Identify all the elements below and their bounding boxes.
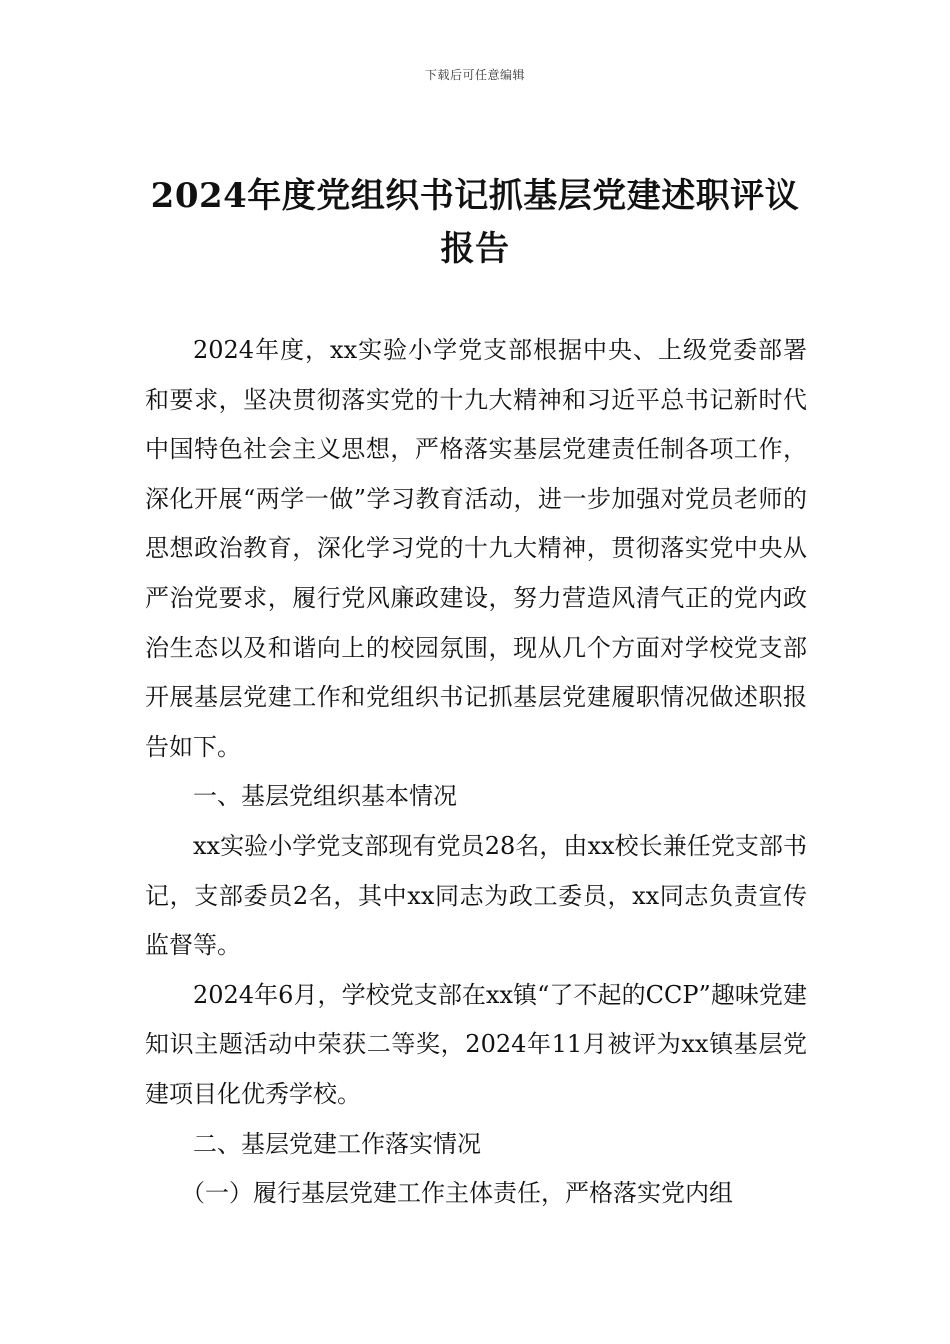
paragraph-basic-info: xx实验小学党支部现有党员28名，由xx校长兼任党支部书记，支部委员2名，其中xx同志为政工委员，xx同志负责宣传监督等。: [145, 831, 807, 960]
paragraph-awards: 2024年6月，学校党支部在xx镇“了不起的CCP”趣味党建知识主题活动中荣获二等奖，2024年11月被评为xx镇基层党建项目化优秀学校。: [145, 980, 807, 1108]
paragraph-intro: 2024年度，xx实验小学党支部根据中央、上级党委部署和要求，坚决贯彻落实党的十九大精神和习近平总书记新时代中国特色社会主义思想，严格落实基层党建责任制各项工作，深化开展“两学一做”学习教育活动，进一步加强对党员老师的思想政治教育，深化学习党的十九大精神，贯彻落实党中央从严治党要求，履行党风廉政建设，努力营造风清气正的党内政治生态以及和谐向上的校园氛围，现从几个方面对学校党支部开展基层党建工作和党组织书记抓基层党建履职情况做述职报告如下。: [145, 336, 807, 761]
page-header: 下载后可任意编辑: [424, 68, 525, 82]
document-body: [145, 326, 807, 1219]
section-heading-2: 二、基层党建工作落实情况: [193, 1129, 481, 1158]
document-title: 2024年度党组织书记抓基层党建述职评议报告: [150, 176, 800, 269]
subsection-heading-1: （一）履行基层党建工作主体责任，严格落实党内组: [181, 1179, 733, 1208]
section-heading-1: 一、基层党组织基本情况: [193, 782, 457, 811]
